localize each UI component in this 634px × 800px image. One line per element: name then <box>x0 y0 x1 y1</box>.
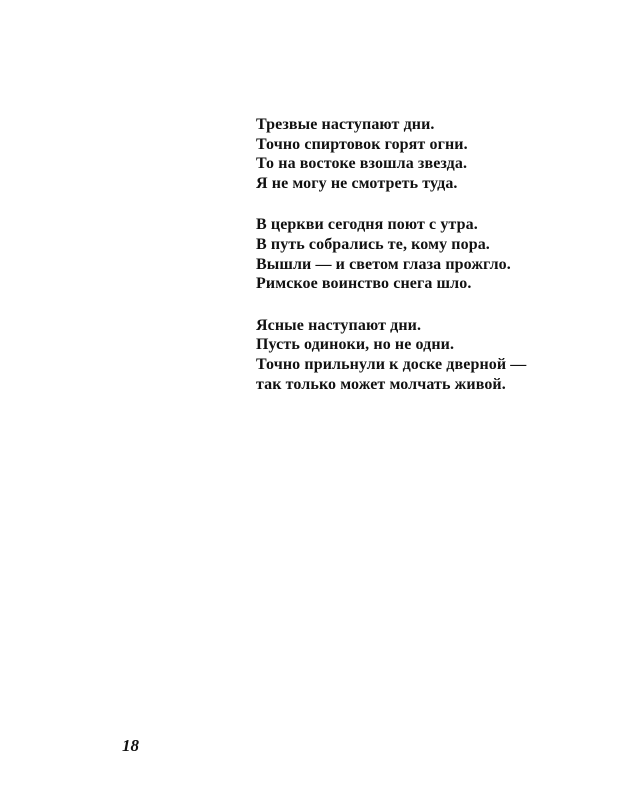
poem-line: Римское воинство снега шло. <box>256 275 472 293</box>
poem-line: Трезвые наступают дни. <box>256 116 435 133</box>
poem-line: Точно прильнули к доске дверной — <box>256 355 527 373</box>
poem-line: В путь собрались те, кому пора. <box>256 235 490 253</box>
stanza-2 <box>256 215 616 293</box>
stanza-1 <box>256 115 616 193</box>
poem-line: Вышли — и светом глаза прожгло. <box>256 255 511 273</box>
page-number: 18 <box>122 736 139 755</box>
poem-line: В церкви сегодня поют с утра. <box>256 216 478 234</box>
poem-line: Ясные наступают дни. <box>256 316 422 334</box>
poem-line: так только может молчать живой. <box>256 375 506 393</box>
poem-line: Я не могу не смотреть туда. <box>256 174 458 192</box>
poem-line: Пусть одиноки, но не одни. <box>256 336 455 354</box>
poem <box>256 115 616 416</box>
stanza-3 <box>256 316 616 394</box>
poem-line: Точно спиртовок горят огни. <box>256 135 468 153</box>
poem-line: То на востоке взошла звезда. <box>256 155 468 173</box>
